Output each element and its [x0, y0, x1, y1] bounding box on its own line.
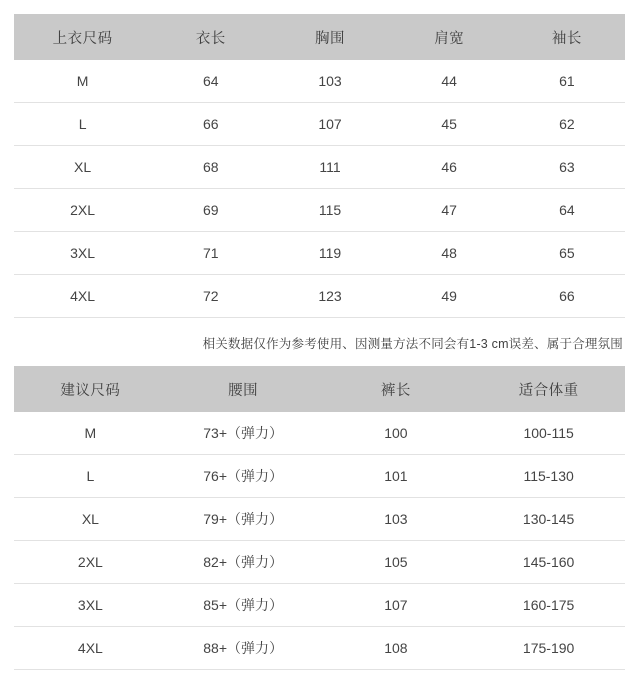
top-cell-0-2: 103 [270, 60, 389, 103]
bottom-cell-1-3: 115-130 [472, 455, 625, 498]
top-cell-2-1: 68 [151, 146, 270, 189]
bottom-cell-1-2: 101 [320, 455, 473, 498]
top-cell-4-0: 3XL [14, 232, 151, 275]
top-cell-3-4: 64 [509, 189, 625, 232]
bottom-size-table-section [14, 366, 625, 670]
top-cell-5-4: 66 [509, 275, 625, 318]
top-cell-0-1: 64 [151, 60, 270, 103]
top-cell-0-4: 61 [509, 60, 625, 103]
top-cell-5-3: 49 [390, 275, 509, 318]
bottom-cell-0-3: 100-115 [472, 412, 625, 455]
top-cell-4-1: 71 [151, 232, 270, 275]
table-row [14, 60, 625, 103]
top-header-cell-1: 衣长 [151, 14, 270, 60]
top-cell-5-0: 4XL [14, 275, 151, 318]
top-table-head [14, 14, 625, 60]
table-row [14, 541, 625, 584]
table-row [14, 232, 625, 275]
bottom-size-table [14, 366, 625, 670]
top-size-table [14, 14, 625, 318]
top-cell-1-3: 45 [390, 103, 509, 146]
table-row [14, 103, 625, 146]
table-row [14, 455, 625, 498]
top-cell-3-0: 2XL [14, 189, 151, 232]
table-row [14, 584, 625, 627]
table-row [14, 275, 625, 318]
top-cell-1-4: 62 [509, 103, 625, 146]
table-header-row [14, 14, 625, 60]
top-cell-2-0: XL [14, 146, 151, 189]
bottom-cell-0-1: 73+（弹力） [167, 412, 320, 455]
bottom-cell-5-1: 88+（弹力） [167, 627, 320, 670]
top-cell-2-3: 46 [390, 146, 509, 189]
bottom-cell-5-0: 4XL [14, 627, 167, 670]
bottom-cell-3-1: 82+（弹力） [167, 541, 320, 584]
top-cell-4-4: 65 [509, 232, 625, 275]
top-cell-3-3: 47 [390, 189, 509, 232]
top-cell-5-1: 72 [151, 275, 270, 318]
bottom-cell-1-1: 76+（弹力） [167, 455, 320, 498]
top-header-cell-4: 袖长 [509, 14, 625, 60]
bottom-cell-3-0: 2XL [14, 541, 167, 584]
table-header-row [14, 366, 625, 412]
bottom-cell-2-1: 79+（弹力） [167, 498, 320, 541]
table-row [14, 627, 625, 670]
top-cell-2-4: 63 [509, 146, 625, 189]
table-row [14, 146, 625, 189]
bottom-cell-4-2: 107 [320, 584, 473, 627]
top-header-cell-2: 胸围 [270, 14, 389, 60]
bottom-cell-0-2: 100 [320, 412, 473, 455]
bottom-header-cell-1: 腰围 [167, 366, 320, 412]
table-row [14, 412, 625, 455]
top-cell-3-1: 69 [151, 189, 270, 232]
bottom-cell-2-0: XL [14, 498, 167, 541]
bottom-cell-5-2: 108 [320, 627, 473, 670]
bottom-cell-2-3: 130-145 [472, 498, 625, 541]
bottom-cell-4-3: 160-175 [472, 584, 625, 627]
bottom-cell-4-0: 3XL [14, 584, 167, 627]
bottom-header-cell-3: 适合体重 [472, 366, 625, 412]
top-cell-1-2: 107 [270, 103, 389, 146]
top-cell-3-2: 115 [270, 189, 389, 232]
bottom-cell-3-3: 145-160 [472, 541, 625, 584]
top-cell-4-2: 119 [270, 232, 389, 275]
top-cell-1-1: 66 [151, 103, 270, 146]
bottom-header-cell-0: 建议尺码 [14, 366, 167, 412]
top-cell-5-2: 123 [270, 275, 389, 318]
top-size-table-section [14, 0, 625, 318]
bottom-cell-0-0: M [14, 412, 167, 455]
table-row [14, 498, 625, 541]
top-header-cell-0: 上衣尺码 [14, 14, 151, 60]
top-cell-0-3: 44 [390, 60, 509, 103]
bottom-cell-4-1: 85+（弹力） [167, 584, 320, 627]
bottom-cell-1-0: L [14, 455, 167, 498]
top-cell-1-0: L [14, 103, 151, 146]
bottom-table-body [14, 412, 625, 670]
top-header-cell-3: 肩宽 [390, 14, 509, 60]
bottom-cell-2-2: 103 [320, 498, 473, 541]
top-cell-0-0: M [14, 60, 151, 103]
bottom-table-head [14, 366, 625, 412]
bottom-cell-5-3: 175-190 [472, 627, 625, 670]
table-row [14, 189, 625, 232]
top-table-body [14, 60, 625, 318]
measurement-note: 相关数据仅作为参考使用、因测量方法不同会有1-3 cm误差、属于合理氛围 [202, 337, 623, 351]
top-cell-2-2: 111 [270, 146, 389, 189]
bottom-header-cell-2: 裤长 [320, 366, 473, 412]
bottom-cell-3-2: 105 [320, 541, 473, 584]
top-cell-4-3: 48 [390, 232, 509, 275]
